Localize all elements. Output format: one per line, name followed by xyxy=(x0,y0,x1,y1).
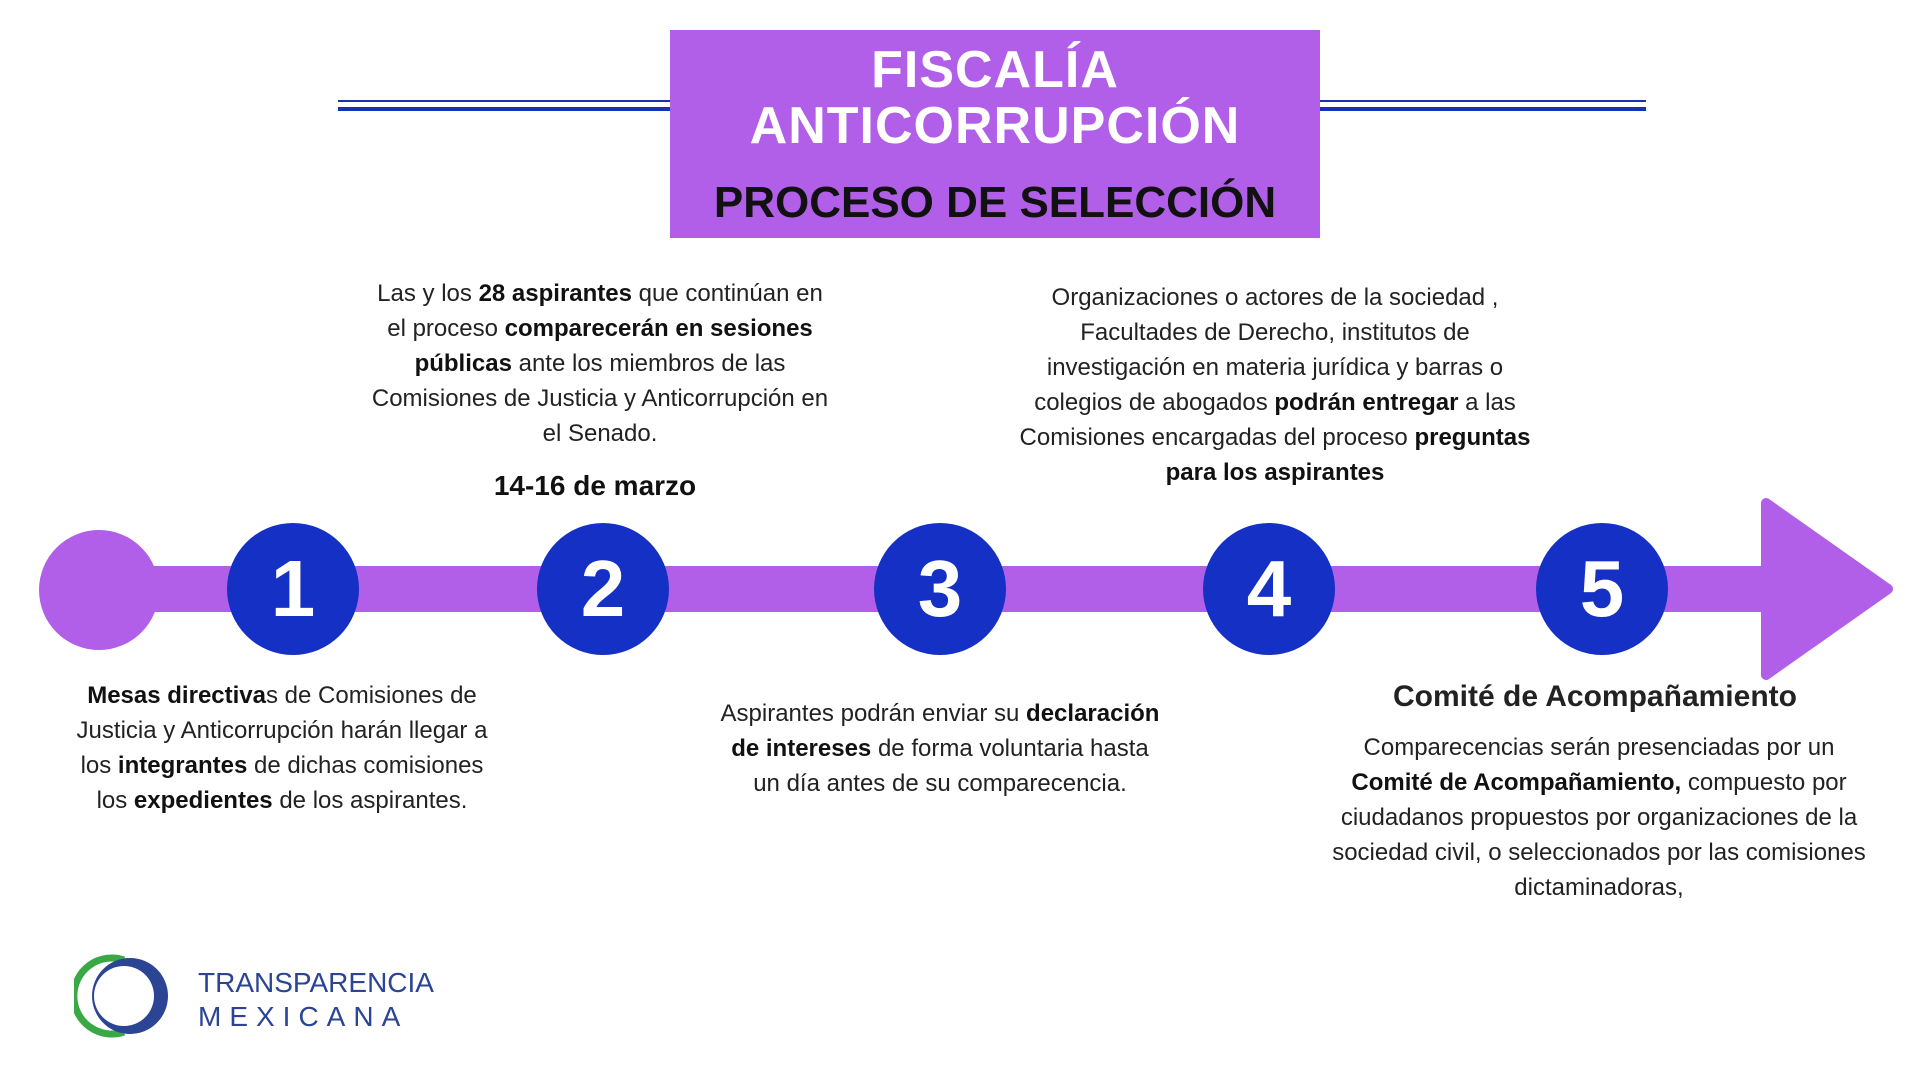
body-text: Comparecencias serán presenciadas por un xyxy=(1363,734,1835,761)
step1-description xyxy=(72,678,492,818)
step3-description xyxy=(720,696,1160,801)
body-text: de forma voluntaria hasta un día antes de su comparecencia. xyxy=(753,735,1149,797)
step-2-circle: 2 xyxy=(537,523,669,655)
emphasis-text: Mesas directiva xyxy=(87,682,266,709)
step5-heading: Comité de Acompañamiento xyxy=(1393,680,1797,713)
timeline-start-dot xyxy=(39,530,159,650)
body-text: Las y los xyxy=(377,280,479,307)
step4-description xyxy=(1015,280,1535,490)
emphasis-text: preguntas para los aspirantes xyxy=(1165,424,1531,486)
body-text: de los aspirantes. xyxy=(272,787,468,814)
step-3-circle: 3 xyxy=(874,523,1006,655)
page-title-line2: ANTICORRUPCIÓN xyxy=(749,97,1241,155)
logo-line1: TRANSPARENCIA xyxy=(198,967,434,998)
emphasis-text: declaración de intereses xyxy=(731,700,1160,762)
step2-date: 14-16 de marzo xyxy=(493,470,697,501)
emphasis-text: 28 aspirantes xyxy=(478,280,632,307)
title-box xyxy=(670,30,1320,238)
body-text: ante los miembros de las Comisiones de Justicia y Anticorrupción en el Senado. xyxy=(371,350,829,447)
page-title-line1: FISCALÍA xyxy=(871,41,1119,99)
emphasis-text: Comité de Acompañamiento, xyxy=(1351,769,1682,796)
header-rule-left-top xyxy=(338,100,670,102)
body-text: de dichas comisiones los xyxy=(96,752,484,814)
emphasis-text: expedientes xyxy=(133,787,273,814)
logo-wordmark xyxy=(198,966,434,1034)
body-text: a las Comisiones encargadas del proceso xyxy=(1019,389,1516,451)
body-text: compuesto por ciudadanos propuestos por organizaciones de la sociedad civil, o seleccionados por las comisiones dictaminadoras, xyxy=(1332,769,1866,901)
emphasis-text: podrán entregar xyxy=(1274,389,1459,416)
header-rule-right-top xyxy=(1320,100,1646,102)
body-text: Organizaciones o actores de la sociedad , Facultades de Derecho, institutos de investigación en materia jurídica y barras o colegios de abogados xyxy=(1034,284,1504,416)
transparencia-mexicana-logo-icon xyxy=(74,950,178,1042)
timeline-arrow-head xyxy=(1760,497,1894,681)
logo-line2: MEXICANA xyxy=(198,1001,409,1032)
body-text: s de Comisiones de Justicia y Anticorrupción harán llegar a los xyxy=(76,682,488,779)
step-5-circle: 5 xyxy=(1536,523,1668,655)
step2-description xyxy=(365,276,835,451)
step-4-circle: 4 xyxy=(1203,523,1335,655)
body-text: que continúan en el proceso xyxy=(387,280,823,342)
header-rule-right-bottom xyxy=(1320,107,1646,111)
header-rule-left-bottom xyxy=(338,107,670,111)
step5-description xyxy=(1326,730,1872,905)
body-text: Aspirantes podrán enviar su xyxy=(720,700,1027,727)
emphasis-text: integrantes xyxy=(117,752,248,779)
step-1-circle: 1 xyxy=(227,523,359,655)
page-subtitle: PROCESO DE SELECCIÓN xyxy=(713,178,1277,227)
emphasis-text: comparecerán en sesiones públicas xyxy=(414,315,813,377)
